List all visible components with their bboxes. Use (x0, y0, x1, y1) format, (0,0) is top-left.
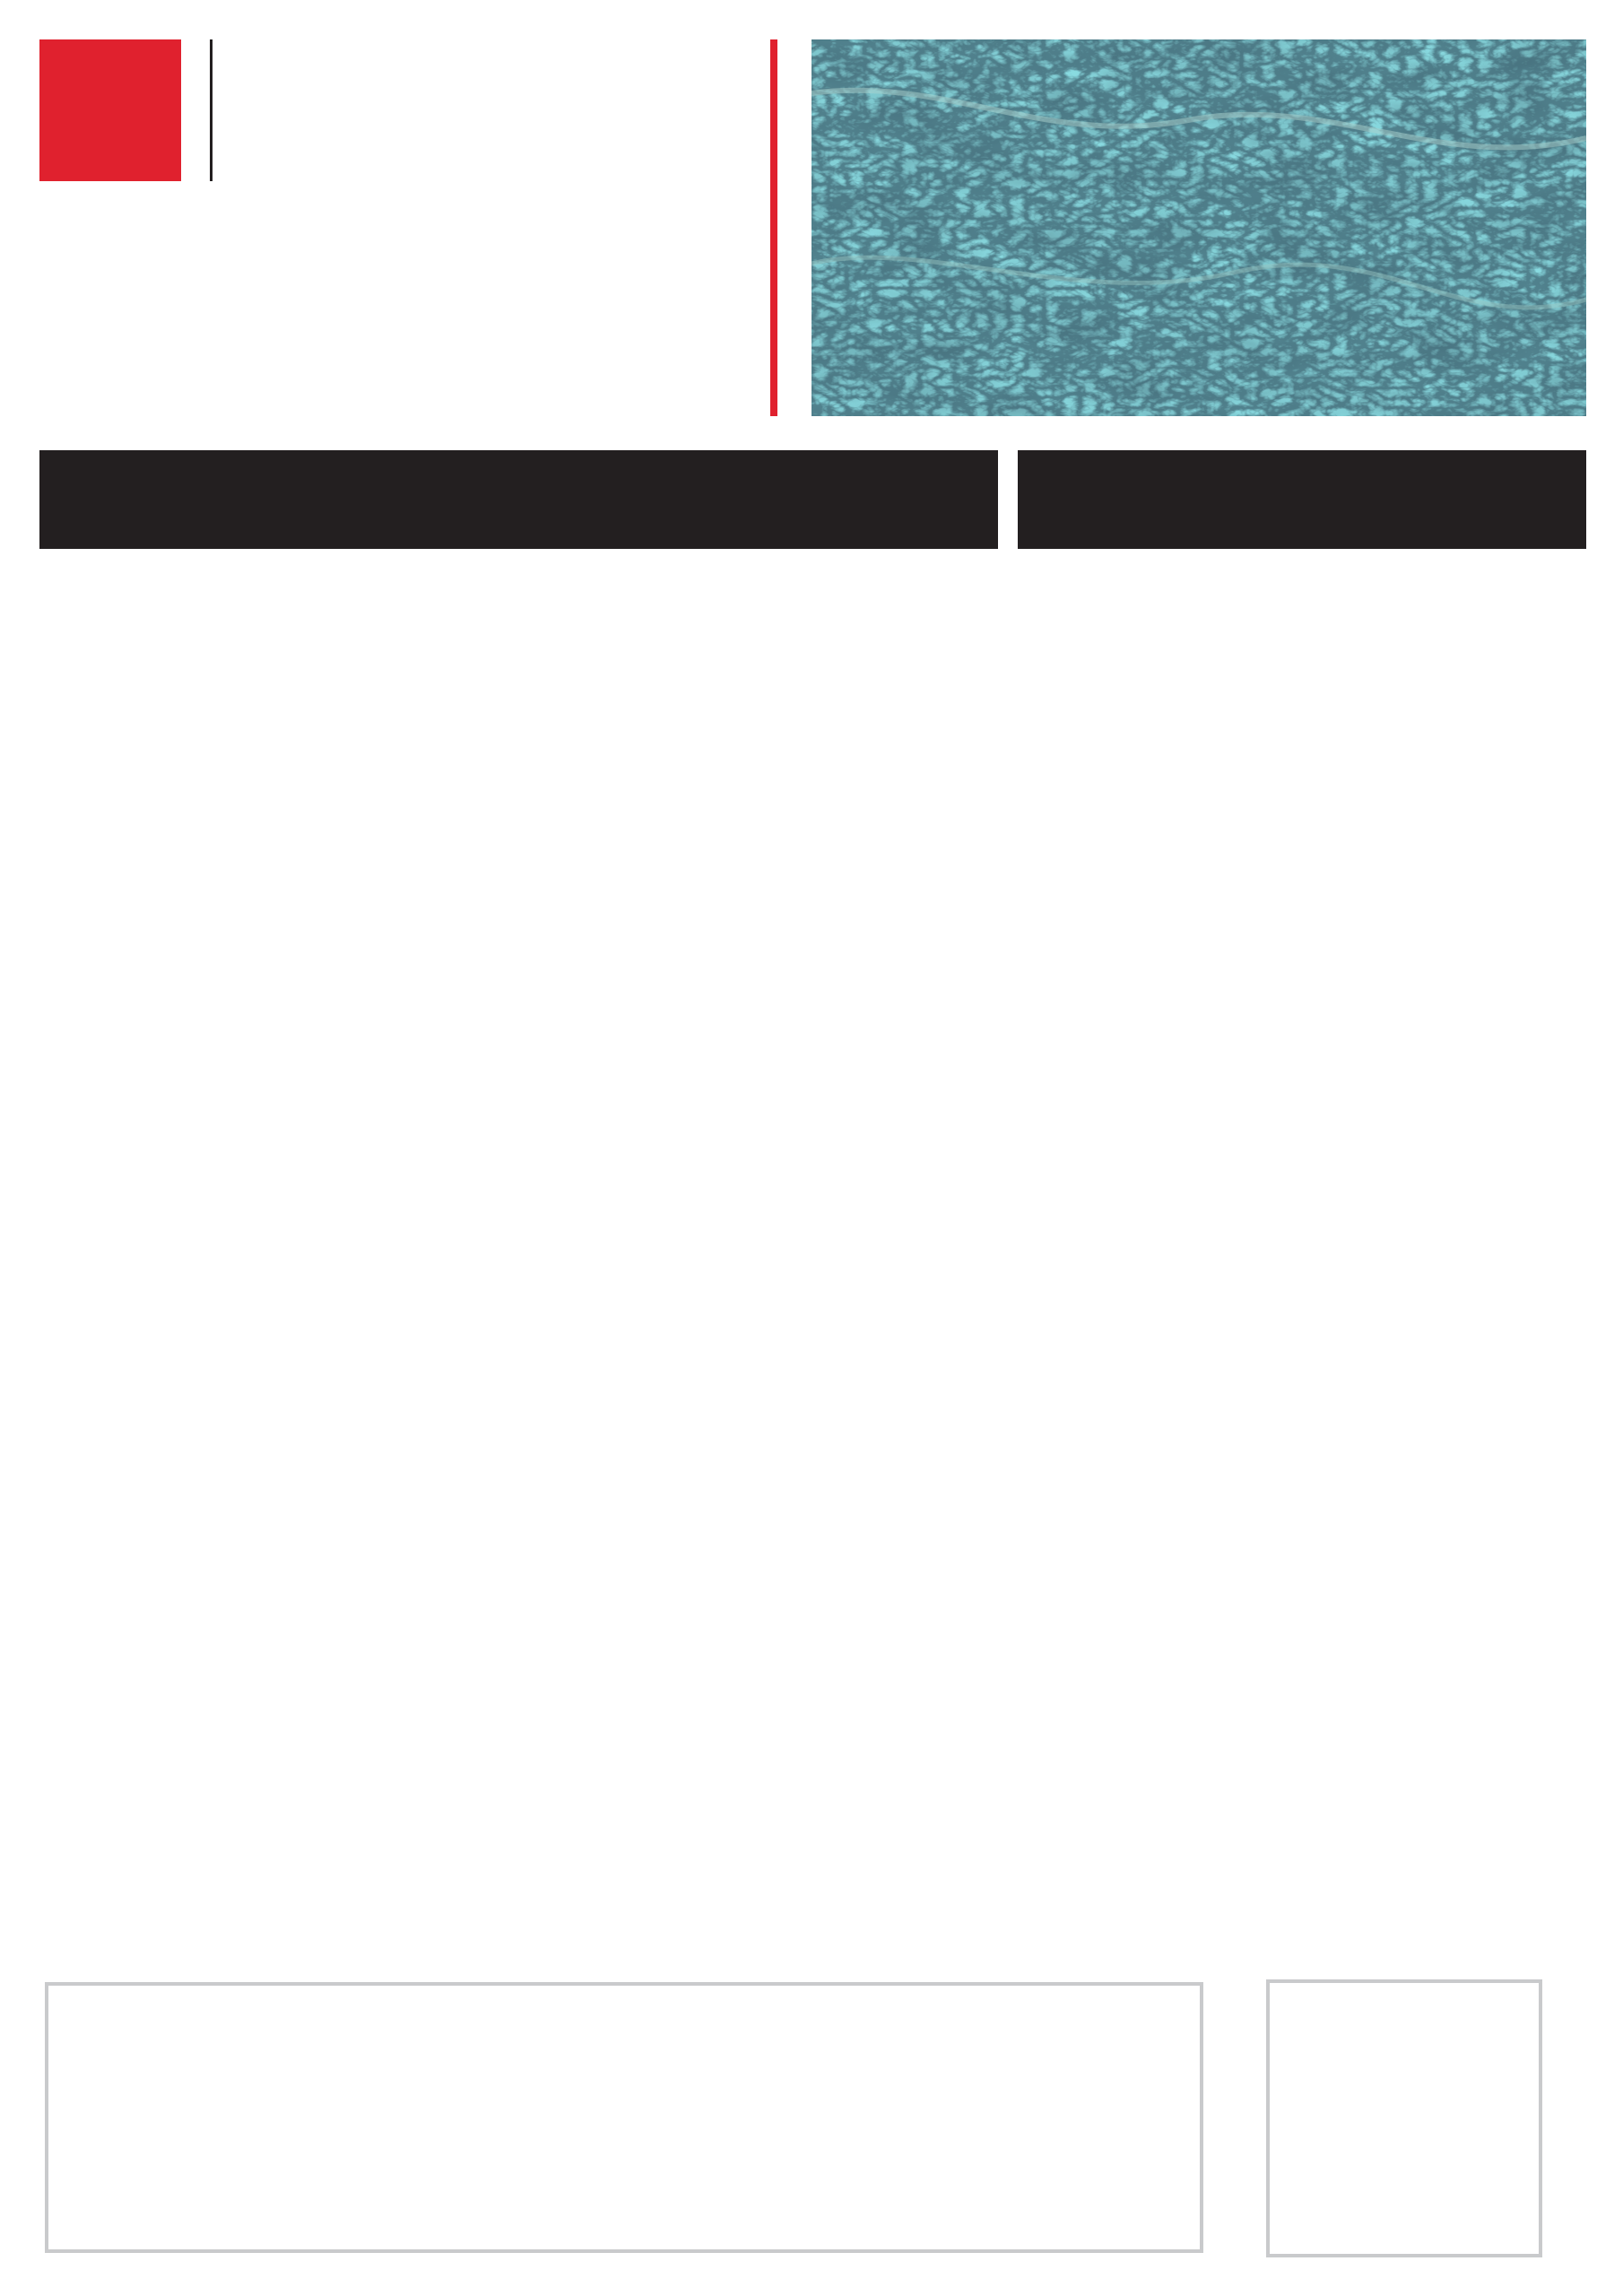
logo-divider (210, 39, 213, 181)
specification-header (1018, 450, 1586, 549)
accent-divider (770, 39, 777, 416)
application-header (39, 450, 998, 549)
qr-code[interactable] (1266, 1979, 1542, 2257)
brand-logo (39, 39, 181, 181)
qr-code-image (1288, 2001, 1528, 2243)
stone-sample-image (812, 39, 1586, 416)
maintenance-panel (45, 1982, 1203, 2253)
